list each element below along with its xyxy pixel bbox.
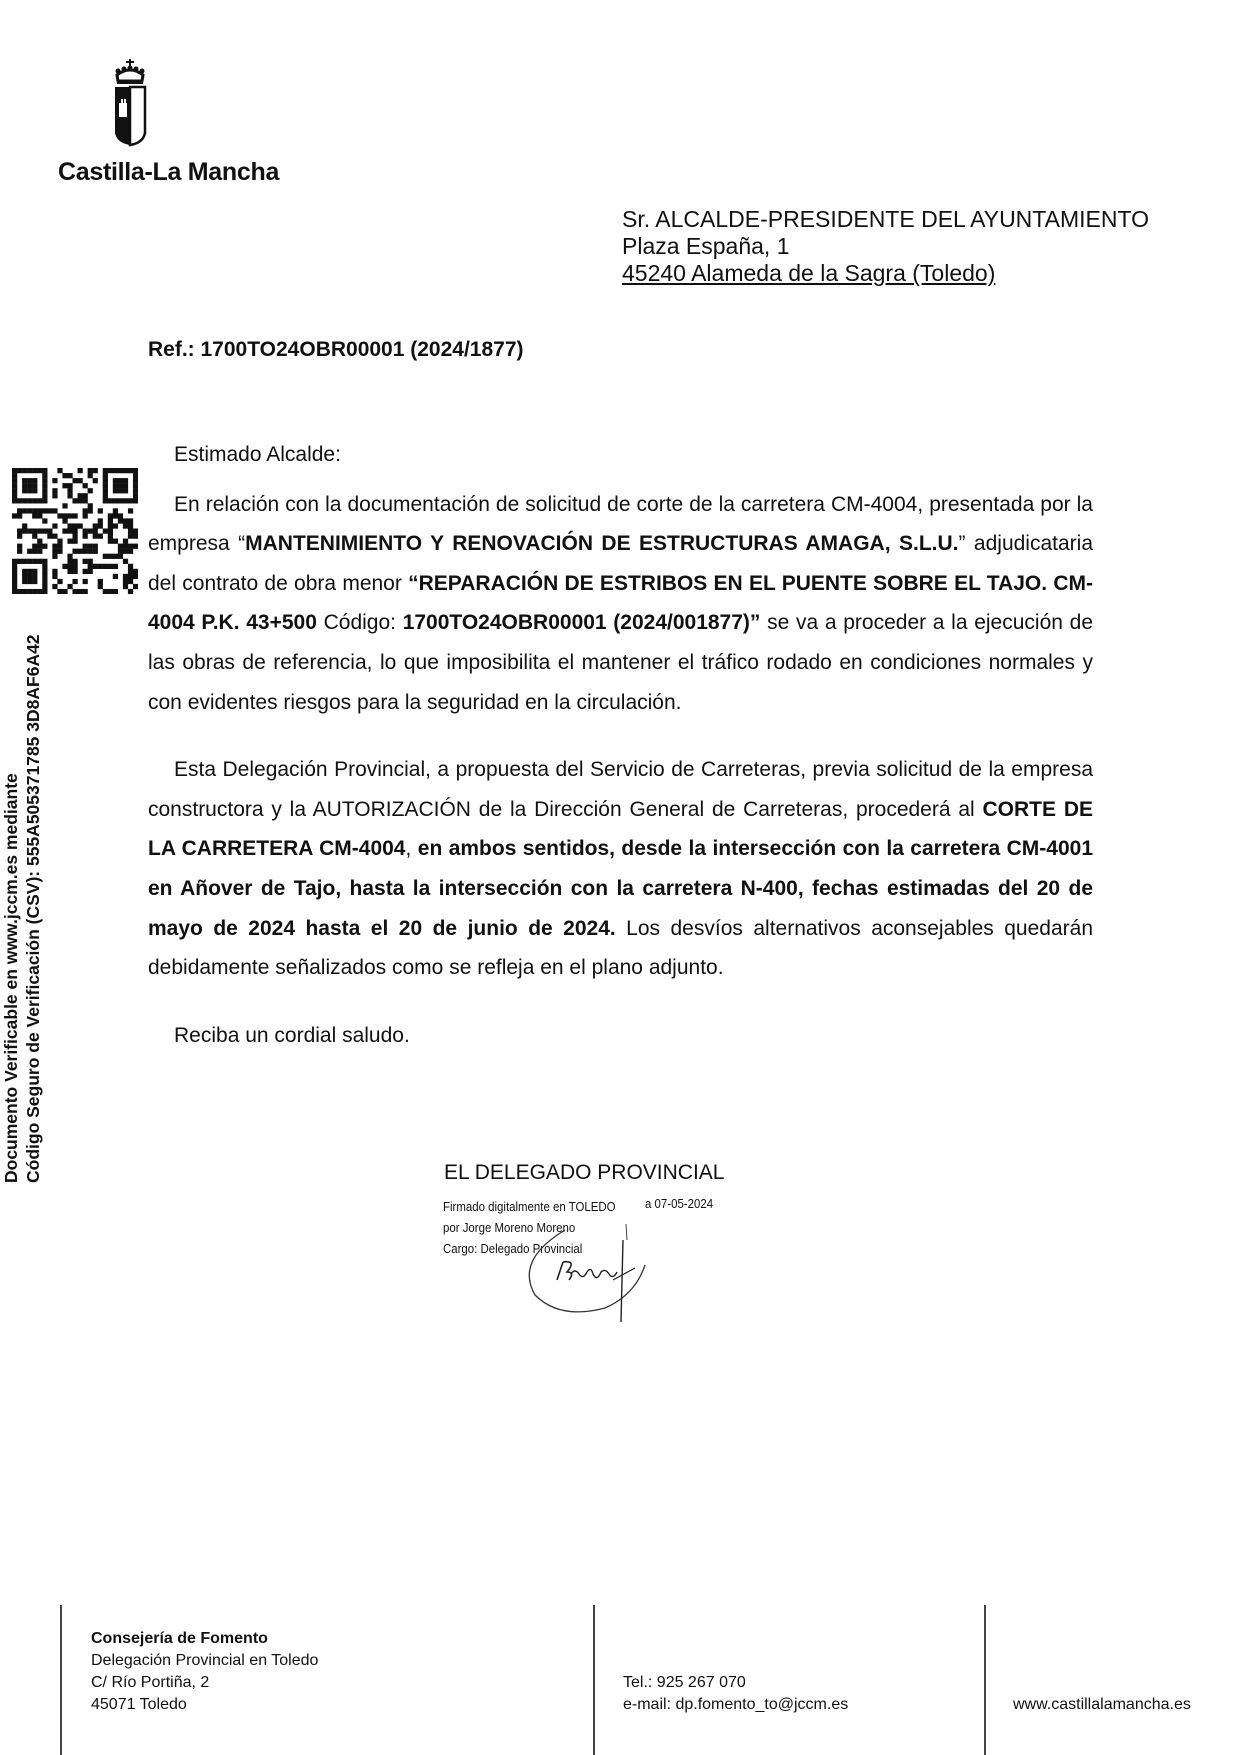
- footer-divider: [60, 1605, 62, 1755]
- footer-dept: Consejería de Fomento: [91, 1630, 268, 1647]
- p1-text-4: se va a proceder a la ejecución de las obras de referencia, lo que imposibilita el mantener el tráfico rodado en condiciones normales y con evidentes riesgos para la seguridad en la circulación.: [148, 611, 1093, 714]
- footer-address: [91, 1628, 318, 1716]
- paragraph-1: [148, 485, 1093, 723]
- logo-name: Castilla-La Mancha: [58, 158, 280, 186]
- footer-email: e-mail: dp.fomento_to@jccm.es: [623, 1696, 849, 1713]
- verification-side-text: [0, 603, 44, 1183]
- recipient-line-2: Plaza España, 1: [622, 233, 790, 259]
- footer-office: Delegación Provincial en Toledo: [91, 1652, 319, 1669]
- recipient-address: [622, 206, 1149, 287]
- footer-divider: [984, 1605, 986, 1755]
- verification-line-2: Código Seguro de Verificación (CSV): 555A505371785 3D8AF6A42: [23, 634, 43, 1183]
- p2-text-2: ,: [405, 837, 418, 861]
- signature-line-2: por Jorge Moreno Moreno: [443, 1220, 576, 1235]
- signature-line-3: Cargo: Delegado Provincial: [443, 1241, 583, 1256]
- closing: Reciba un cordial saludo.: [174, 1023, 410, 1047]
- p1-text-1: En relación con la documentación de solicitud de corte de la carretera CM-4004, presentada por la empresa “: [148, 492, 1093, 556]
- p2-road-cut: CORTE DE LA CARRETERA CM-4004: [148, 797, 1093, 861]
- p1-text-3: Código:: [316, 611, 403, 635]
- signature-date: a 07-05-2024: [645, 1196, 714, 1211]
- p1-code: 1700TO24OBR00001 (2024/001877)”: [402, 611, 761, 635]
- signature-line-1: Firmado digitalmente en TOLEDO: [443, 1199, 616, 1214]
- p2-text-3: Los desvíos alternativos aconsejables quedarán debidamente señalizados como se refleja en el plano adjunto.: [148, 916, 1093, 980]
- handwritten-signature: [505, 1210, 665, 1340]
- p2-text-1: Esta Delegación Provincial, a propuesta del Servicio de Carreteras, previa solicitud de la empresa constructora y la AUTORIZACIÓN de la Dirección General de Carreteras, procederá al: [148, 758, 1093, 821]
- footer-street: C/ Río Portiña, 2: [91, 1674, 210, 1691]
- recipient-line-1: Sr. ALCALDE-PRESIDENTE DEL AYUNTAMIENTO: [622, 206, 1150, 232]
- recipient-line-3: 45240 Alameda de la Sagra (Toledo): [622, 260, 996, 286]
- qr-code-icon: [12, 468, 138, 594]
- p1-company: MANTENIMIENTO Y RENOVACIÓN DE ESTRUCTURAS AMAGA, S.L.U.: [245, 532, 959, 556]
- footer-contact: [623, 1672, 848, 1716]
- footer-web: www.castillalamancha.es: [1013, 1696, 1191, 1713]
- footer-city: 45071 Toledo: [91, 1696, 187, 1713]
- letter-body: [148, 435, 1093, 1055]
- greeting: Estimado Alcalde:: [174, 443, 341, 466]
- signer-title: EL DELEGADO PROVINCIAL: [444, 1161, 725, 1184]
- reference: Ref.: 1700TO24OBR00001 (2024/1877): [148, 338, 524, 361]
- footer-phone: Tel.: 925 267 070: [623, 1674, 746, 1691]
- p2-details: en ambos sentidos, desde la intersección con la carretera CM-4001 en Añover de Tajo, hasta la intersección con la carretera N-400, fechas estimadas del 20 de mayo de 2024 hasta el 20 de junio de 2024.: [148, 837, 1094, 940]
- footer-divider: [593, 1605, 595, 1755]
- verification-line-1: Documento Verificable en www.jccm.es mediante: [1, 773, 21, 1183]
- p1-contract: “REPARACIÓN DE ESTRIBOS EN EL PUENTE SOBRE EL TAJO. CM-4004 P.K. 43+500: [148, 571, 1093, 635]
- paragraph-2: [148, 750, 1093, 988]
- coat-of-arms-icon: [55, 55, 255, 160]
- p1-text-2: ” adjudicataria del contrato de obra menor: [148, 532, 1093, 595]
